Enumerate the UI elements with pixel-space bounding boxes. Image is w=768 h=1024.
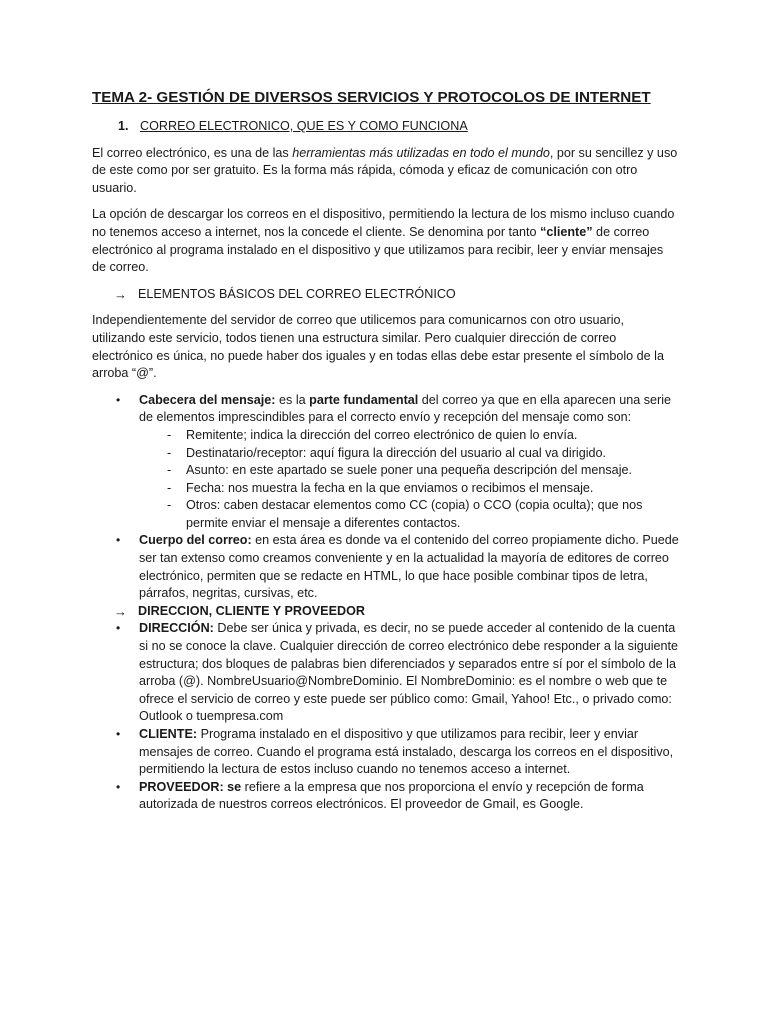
list-item-direccion xyxy=(92,620,680,726)
bold-label: CLIENTE: xyxy=(139,727,198,741)
bullet-icon: • xyxy=(116,779,121,794)
bullet-list-elementos xyxy=(92,392,680,603)
dash-list-cabecera xyxy=(139,427,680,533)
arrow-icon: → xyxy=(114,603,127,619)
dash-item xyxy=(164,480,680,498)
bold-label: Cuerpo del correo: xyxy=(139,533,252,548)
list-item-cuerpo xyxy=(92,532,680,602)
bullet-icon: • xyxy=(116,392,121,407)
bold-text: parte fundamental xyxy=(309,392,419,407)
dash-icon: - xyxy=(167,498,172,513)
section-title: CORREO ELECTRONICO, QUE ES Y COMO FUNCIONA xyxy=(140,119,468,133)
paragraph-text: , por su sencillez y uso de este como por ser gratuito. Es la forma más rápida, cómoda y eficaz de comunicación con otro usuario. xyxy=(92,145,678,195)
item-text: refiere a la empresa que nos proporciona el envío y recepción de forma autorizada de nuestros correos electrónicos. El proveedor de Gmail, es Google. xyxy=(139,779,644,812)
dash-icon: - xyxy=(167,427,172,442)
subheading-text: ELEMENTOS BÁSICOS DEL CORREO ELECTRÓNICO xyxy=(138,286,456,301)
section-number: 1. xyxy=(118,119,129,133)
item-text: Debe ser única y privada, es decir, no se puede acceder al contenido de la cuenta si no se conoce la clave. Cualquier dirección de correo electrónico debe responder a la siguiente estructura; dos bloques de palabras bien diferenciados y separados entre sí por el símbolo de la arroba (@). NombreUsuario@NombreDominio. El NombreDominio: es el nombre o web que te ofrece el servicio de correo y este puede ser público como: Gmail, Yahoo! Etc., o privado como: Outlook o tuempresa.com xyxy=(139,621,679,724)
list-item-cabecera xyxy=(92,392,680,533)
bullet-icon: • xyxy=(116,621,121,636)
dash-item xyxy=(164,497,680,532)
paragraph-text: de correo electrónico al programa instalado en el dispositivo y que utilizamos para recibir, leer y enviar mensajes de correo. xyxy=(92,224,664,275)
list-item-proveedor xyxy=(92,779,680,814)
bullet-list-conceptos xyxy=(92,620,680,814)
dash-item-text: Destinatario/receptor: aquí figura la dirección del usuario al cual va dirigido. xyxy=(186,445,607,460)
italic-text: herramientas más utilizadas en todo el mundo xyxy=(292,145,550,160)
bold-label: DIRECCIÓN: xyxy=(139,621,214,636)
item-text: Programa instalado en el dispositivo y que utilizamos para recibir, leer y enviar mensajes de correo. Cuando el programa está instalado, descarga los correos en el dispositivo, permitiendo la lectura de estos incluso cuando no tenemos acceso a internet. xyxy=(139,727,674,777)
subheading-text: DIRECCION, CLIENTE Y PROVEEDOR xyxy=(138,603,365,618)
subheading-direccion xyxy=(114,603,680,621)
item-text: es la xyxy=(275,392,310,407)
bullet-icon: • xyxy=(116,727,121,741)
dash-item-text: Asunto: en este apartado se suele poner una pequeña descripción del mensaje. xyxy=(186,463,632,478)
paragraph-cliente xyxy=(92,206,680,276)
paragraph-estructura: Independientemente del servidor de correo que utilicemos para comunicarnos con otro usuario, utilizando este servicio, todos tienen una estructura similar. Pero cualquier dirección de correo electrónico es única, no puede haber dos iguales y en todas ellas debe estar presente el símbolo de la arroba “@”. xyxy=(92,313,664,381)
dash-item xyxy=(164,445,680,463)
item-text: del correo ya que en ella aparecen una serie de elementos imprescindibles para el correcto envío y recepción del mensaje como son: xyxy=(139,392,672,425)
dash-item xyxy=(164,462,680,480)
bold-label: PROVEEDOR: se xyxy=(139,779,242,794)
arrow-icon: → xyxy=(114,286,127,302)
item-text: en esta área es donde va el contenido del correo propiamente dicho. Puede ser tan extenso como creamos conveniente y en la actualidad la mayoría de editores de correo electrónico, permiten que se redacte en HTML, lo que hace posible combinar tipos de letra, párrafos, negritas, cursivas, etc. xyxy=(139,533,679,601)
dash-item-text: Fecha: nos muestra la fecha en la que enviamos o recibimos el mensaje. xyxy=(186,480,594,495)
subheading-elementos xyxy=(114,286,680,304)
dash-item-text: Otros: caben destacar elementos como CC (copia) o CCO (copia oculta); que nos permite enviar el mensaje a diferentes contactos. xyxy=(186,498,643,530)
bold-text: “cliente” xyxy=(540,224,593,239)
document-title: TEMA 2- GESTIÓN DE DIVERSOS SERVICIOS Y PROTOCOLOS DE INTERNET xyxy=(92,89,651,106)
list-item-cliente xyxy=(92,726,680,779)
paragraph-intro xyxy=(92,145,680,198)
document-body xyxy=(92,88,680,814)
dash-item xyxy=(164,427,680,445)
dash-icon: - xyxy=(167,463,172,478)
bold-label: Cabecera del mensaje: xyxy=(139,392,276,407)
dash-item-text: Remitente; indica la dirección del correo electrónico de quien lo envía. xyxy=(186,427,578,442)
dash-icon: - xyxy=(167,480,172,495)
bullet-icon: • xyxy=(116,533,121,548)
dash-icon: - xyxy=(167,445,172,460)
section-heading-1 xyxy=(118,118,680,136)
paragraph-text: El correo electrónico, es una de las xyxy=(92,145,293,160)
paragraph-text: La opción de descargar los correos en el dispositivo, permitiendo la lectura de los mismo incluso cuando no tenemos acceso a internet, nos la concede el cliente. Se denomina por tanto xyxy=(92,207,675,239)
